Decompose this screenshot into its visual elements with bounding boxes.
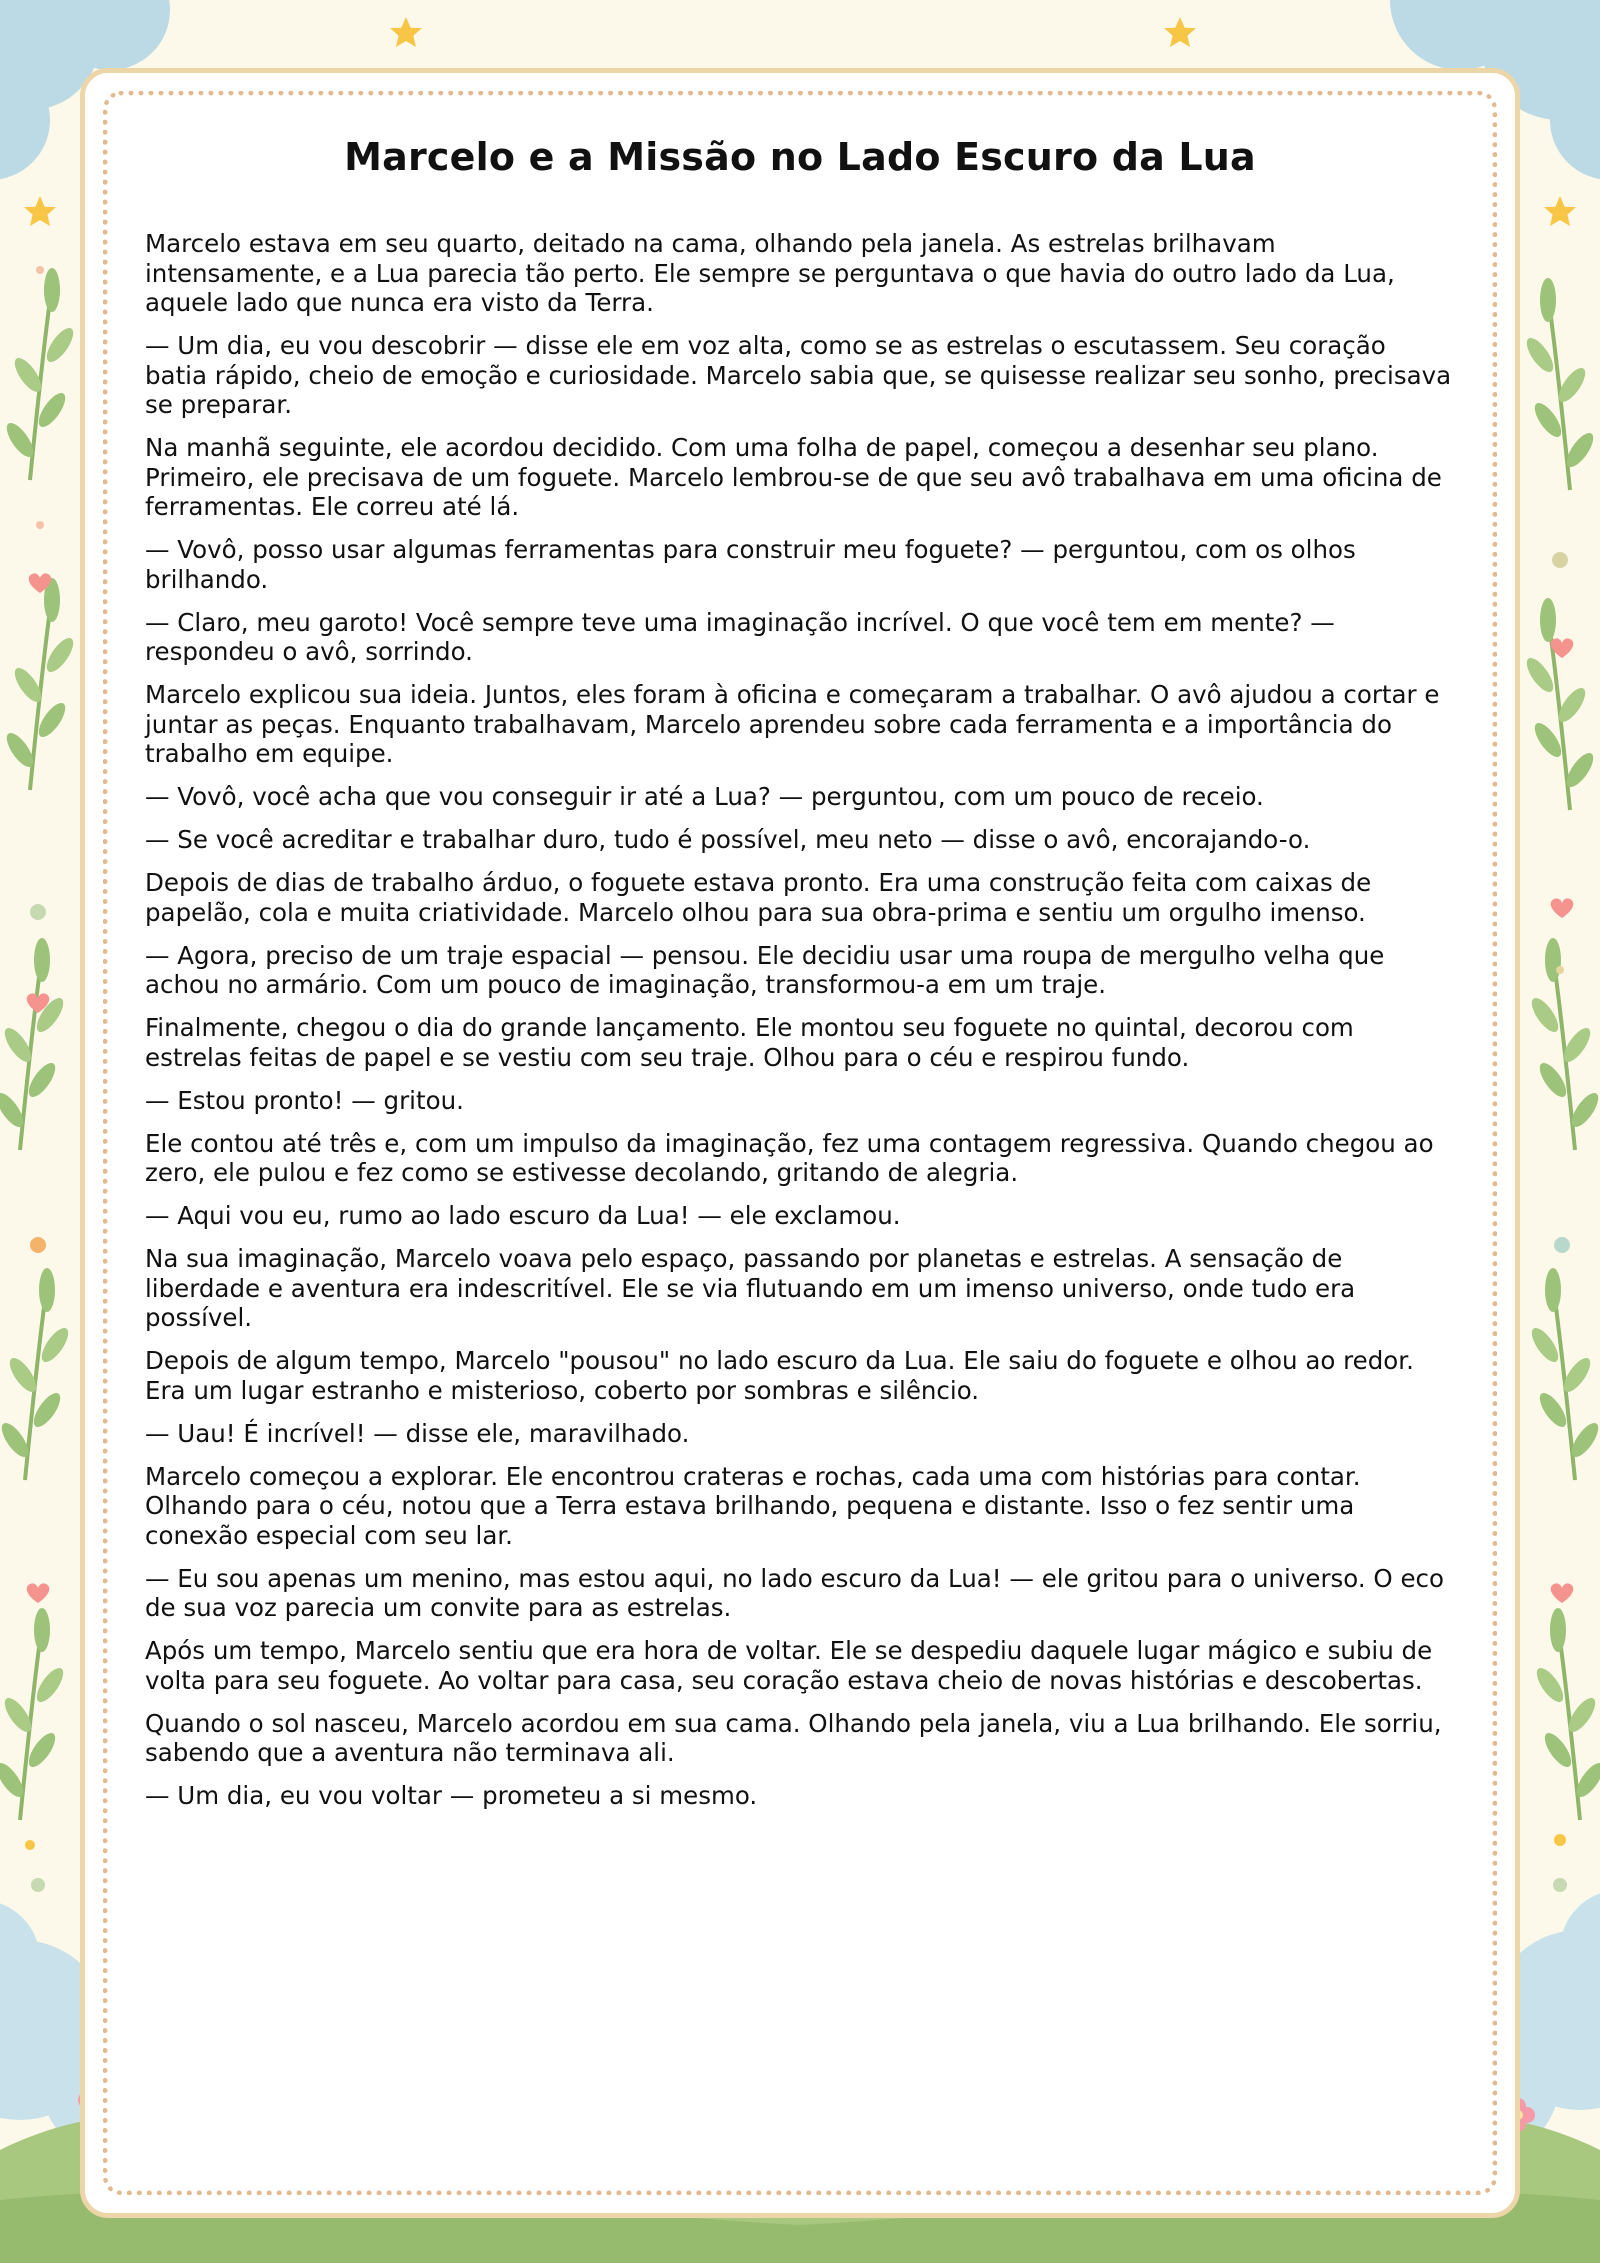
leaf-sprig-icon [1527, 1268, 1600, 1480]
story-paragraph: Na manhã seguinte, ele acordou decidido. Com uma folha de papel, começou a desenhar seu plano. Primeiro, ele precisava de um foguete. Marcelo lembrou-se de que seu avô trabalhava em uma oficina de ferramentas. Ele correu até lá. [145, 433, 1442, 521]
story-paragraph: Quando o sol nasceu, Marcelo acordou em sua cama. Olhando pela janela, viu a Lua brilhando. Ele sorriu, sabendo que a aventura não terminava ali. [145, 1708, 1442, 1767]
story-title: Marcelo e a Missão no Lado Escuro da Lua [344, 135, 1256, 179]
story-paragraph: — Vovô, posso usar algumas ferramentas para construir meu foguete? — perguntou, com os olhos brilhando. [145, 535, 1356, 594]
leaf-sprig-icon [2, 268, 78, 480]
story-paragraph: — Agora, preciso de um traje espacial — pensou. Ele decidiu usar uma roupa de mergulho velha que achou no armário. Com um pouco de imaginação, transformou-a em um traje. [145, 940, 1385, 999]
story-paragraph: — Uau! É incrível! — disse ele, maravilhado. [145, 1418, 690, 1448]
star-icon [1544, 196, 1576, 226]
story-paragraph: Marcelo começou a explorar. Ele encontrou crateras e rochas, cada uma com histórias para contar. Olhando para o céu, notou que a Terra estava brilhando, pequena e distante. Isso o fez sentir uma conexão especial com seu lar. [145, 1461, 1361, 1550]
leaf-sprig-icon [1522, 278, 1598, 490]
heart-icon [1551, 1583, 1574, 1603]
story-body [145, 229, 1455, 1824]
story-paragraph: Marcelo estava em seu quarto, deitado na cama, olhando pela janela. As estrelas brilhavam intensamente, e a Lua parecia tão perto. Ele sempre se perguntava o que havia do outro lado da Lua, aquele lado que nunca era visto da Terra. [145, 229, 1395, 317]
leaf-sprig-icon [2, 578, 78, 790]
story-paragraph: — Estou pronto! — gritou. [145, 1085, 464, 1115]
story-paragraph: Na sua imaginação, Marcelo voava pelo espaço, passando por planetas e estrelas. A sensação de liberdade e aventura era indescritível. Ele se via flutuando em um imenso universo, onde tudo era possível. [145, 1244, 1356, 1332]
heart-icon [1551, 898, 1574, 918]
story-paragraph: — Se você acreditar e trabalhar duro, tudo é possível, meu neto — disse o avô, encorajando-o. [145, 825, 1311, 854]
story-paragraph: — Eu sou apenas um menino, mas estou aqui, no lado escuro da Lua! — ele gritou para o universo. O eco de sua voz parecia um convite para as estrelas. [145, 1563, 1445, 1622]
story-paragraph: — Vovô, você acha que vou conseguir ir até a Lua? — perguntou, com um pouco de receio. [145, 782, 1264, 811]
star-icon [390, 17, 422, 47]
story-card [80, 68, 1520, 2218]
star-icon [24, 196, 56, 226]
star-icon [1164, 17, 1196, 47]
leaf-sprig-icon [0, 1608, 68, 1820]
story-paragraph: Depois de dias de trabalho árduo, o foguete estava pronto. Era uma construção feita com caixas de papelão, cola e muita criatividade. Marcelo olhou para sua obra-prima e sentiu um orgulho imenso. [145, 868, 1372, 927]
heart-icon [27, 1583, 50, 1603]
story-paragraph: — Um dia, eu vou descobrir — disse ele em voz alta, como se as estrelas o escutassem. Seu coração batia rápido, cheio de emoção e curiosidade. Marcelo sabia que, se quisesse realizar seu sonho, precisava se preparar. [145, 331, 1452, 419]
story-paragraph: — Claro, meu garoto! Você sempre teve uma imaginação incrível. O que você tem em mente? — respondeu o avô, sorrindo. [145, 607, 1335, 666]
story-paragraph: Ele contou até três e, com um impulso da imaginação, fez uma contagem regressiva. Quando chegou ao zero, ele pulou e fez como se estivesse decolando, gritando de alegria. [145, 1128, 1434, 1187]
story-paragraph: Finalmente, chegou o dia do grande lançamento. Ele montou seu foguete no quintal, decorou com estrelas feitas de papel e se vestiu com seu traje. Olhou para o céu e respirou fundo. [145, 1013, 1354, 1072]
story-paragraph: Após um tempo, Marcelo sentiu que era hora de voltar. Ele se despediu daquele lugar mágico e subiu de volta para seu foguete. Ao voltar para casa, seu coração estava cheio de novas histórias e descobertas. [145, 1636, 1433, 1695]
leaf-sprig-icon [1522, 598, 1598, 810]
story-paragraph: Marcelo explicou sua ideia. Juntos, eles foram à oficina e começaram a trabalhar. O avô ajudou a cortar e juntar as peças. Enquanto trabalhavam, Marcelo aprendeu sobre cada ferramenta e a importância do trabalho em equipe. [145, 680, 1440, 768]
leaf-sprig-icon [0, 938, 68, 1150]
leaf-sprig-icon [0, 1268, 73, 1480]
leaf-sprig-icon [1532, 1608, 1600, 1820]
story-paragraph: — Aqui vou eu, rumo ao lado escuro da Lua! — ele exclamou. [145, 1201, 901, 1230]
story-paragraph: Depois de algum tempo, Marcelo "pousou" no lado escuro da Lua. Ele saiu do foguete e olhou ao redor. Era um lugar estranho e misterioso, coberto por sombras e silêncio. [145, 1346, 1414, 1405]
story-paragraph: — Um dia, eu vou voltar — prometeu a si mesmo. [145, 1781, 758, 1810]
